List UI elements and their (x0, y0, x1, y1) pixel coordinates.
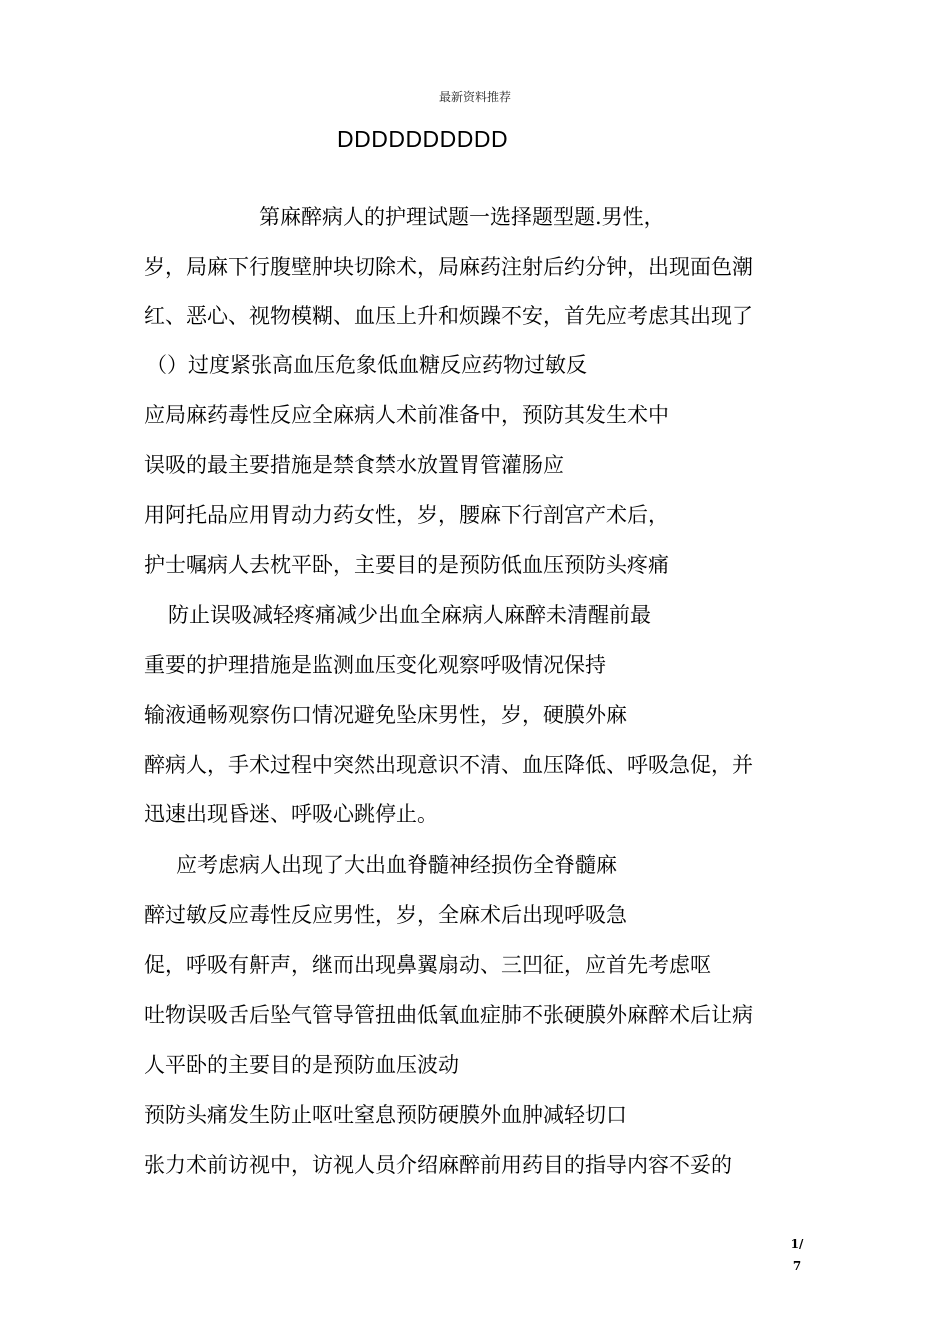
page-number (787, 1233, 807, 1277)
body-line: 人平卧的主要目的是预防血压波动 (144, 1053, 459, 1077)
body-line: 岁，局麻下行腹壁肿块切除术，局麻药注射后约分钟，出现面色潮 (144, 255, 753, 279)
header-note: 最新资料推荐 (438, 90, 511, 104)
body-line: 迅速出现昏迷、呼吸心跳停止。 (144, 802, 438, 826)
body-line: 红、恶心、视物模糊、血压上升和烦躁不安，首先应考虑其出现了 (144, 304, 753, 328)
body-line: 醉过敏反应毒性反应男性，岁，全麻术后出现呼吸急 (144, 903, 627, 927)
body-line: 促，呼吸有鼾声，继而出现鼻翼扇动、三凹征，应首先考虑呕 (144, 953, 711, 977)
page-number-total: 7 (792, 1259, 802, 1273)
body-line: 吐物误吸舌后坠气管导管扭曲低氧血症肺不张硬膜外麻醉术后让病 (144, 1003, 753, 1027)
body-line: 用阿托品应用胃动力药女性，岁，腰麻下行剖宫产术后， (144, 503, 669, 527)
body-line: 预防头痛发生防止呕吐窒息预防硬膜外血肿减轻切口 (144, 1103, 627, 1127)
body-line: 醉病人，手术过程中突然出现意识不清、血压降低、呼吸急促，并 (144, 753, 753, 777)
body-line: 应考虑病人出现了大出血脊髓神经损伤全脊髓麻 (176, 853, 617, 877)
body-line: 护士嘱病人去枕平卧，主要目的是预防低血压预防头疼痛 (144, 553, 669, 577)
body-line: 重要的护理措施是监测血压变化观察呼吸情况保持 (144, 653, 606, 677)
body-line: （）过度紧张高血压危象低血糖反应药物过敏反 (146, 353, 587, 377)
body-line: 防止误吸减轻疼痛减少出血全麻病人麻醉未清醒前最 (168, 603, 651, 627)
body-line: 误吸的最主要措施是禁食禁水放置胃管灌肠应 (144, 453, 564, 477)
body-line: 第麻醉病人的护理试题一选择题型题.男性， (259, 205, 665, 229)
body-line: 应局麻药毒性反应全麻病人术前准备中，预防其发生术中 (144, 403, 669, 427)
document-title: DDDDDDDDDD (337, 126, 509, 152)
body-line: 输液通畅观察伤口情况避免坠床男性，岁，硬膜外麻 (144, 703, 627, 727)
body-line: 张力术前访视中，访视人员介绍麻醉前用药目的指导内容不妥的 (144, 1153, 732, 1177)
page-number-current: 1/ (790, 1237, 804, 1251)
